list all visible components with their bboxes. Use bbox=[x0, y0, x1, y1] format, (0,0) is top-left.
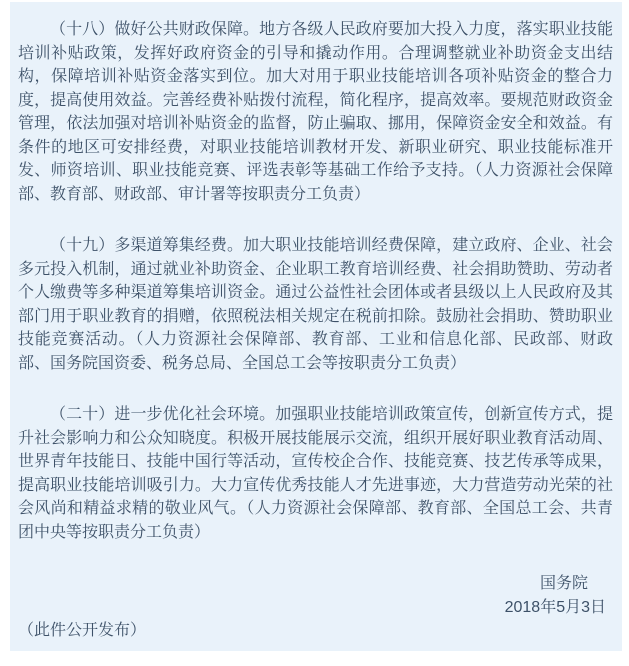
document-text-area bbox=[18, 18, 613, 643]
paragraph-item-19: （十九）多渠道筹集经费。加大职业技能培训经费保障，建立政府、企业、社会多元投入机制，通过就业补助资金、企业职工教育培训经费、社会捐助赞助、劳动者个人缴费等多种渠道筹集培训资金。通过公益性社会团体或者县级以上人民政府及其部门用于职业教育的捐赠，依照税法相关规定在税前扣除。鼓励社会捐助、赞助职业技能竞赛活动。（人力资源社会保障部、教育部、工业和信息化部、民政部、财政部、国务院国资委、税务总局、全国总工会等按职责分工负责） bbox=[18, 237, 613, 372]
publication-note: （此件公开发布） bbox=[18, 622, 147, 639]
paragraph-item-20: （二十）进一步优化社会环境。加强职业技能培训政策宣传，创新宣传方式，提升社会影响力和公众知晓度。积极开展技能展示交流，组织开展好职业教育活动周、世界青年技能日、技能中国行等活动，宣传校企合作、技能竞赛、技艺传承等成果，提高职业技能培训吸引力。大力宣传优秀技能人才先进事迹，大力营造劳动光荣的社会风尚和精益求精的敬业风气。（人力资源社会保障部、教育部、全国总工会、共青团中央等按职责分工负责） bbox=[18, 406, 613, 541]
signature-block bbox=[18, 572, 613, 619]
paragraph-item-18: （十八）做好公共财政保障。地方各级人民政府要加大投入力度，落实职业技能培训补贴政策，发挥好政府资金的引导和撬动作用。合理调整就业补助资金支出结构，保障培训补贴资金落实到位。加大对用于职业技能培训各项补贴资金的整合力度，提高使用效益。完善经费补贴拨付流程，简化程序，提高效率。要规范财政资金管理，依法加强对培训补贴资金的监督，防止骗取、挪用，保障资金安全和效益。有条件的地区可安排经费，对职业技能培训教材开发、新职业研究、职业技能标准开发、师资培训、职业技能竞赛、评选表彰等基础工作给予支持。（人力资源社会保障部、教育部、财政部、审计署等按职责分工负责） bbox=[18, 21, 613, 203]
document-content-panel bbox=[10, 2, 622, 651]
signature-issuer: 国务院 bbox=[539, 575, 588, 592]
signature-date: 2018年5月3日 bbox=[504, 598, 606, 616]
